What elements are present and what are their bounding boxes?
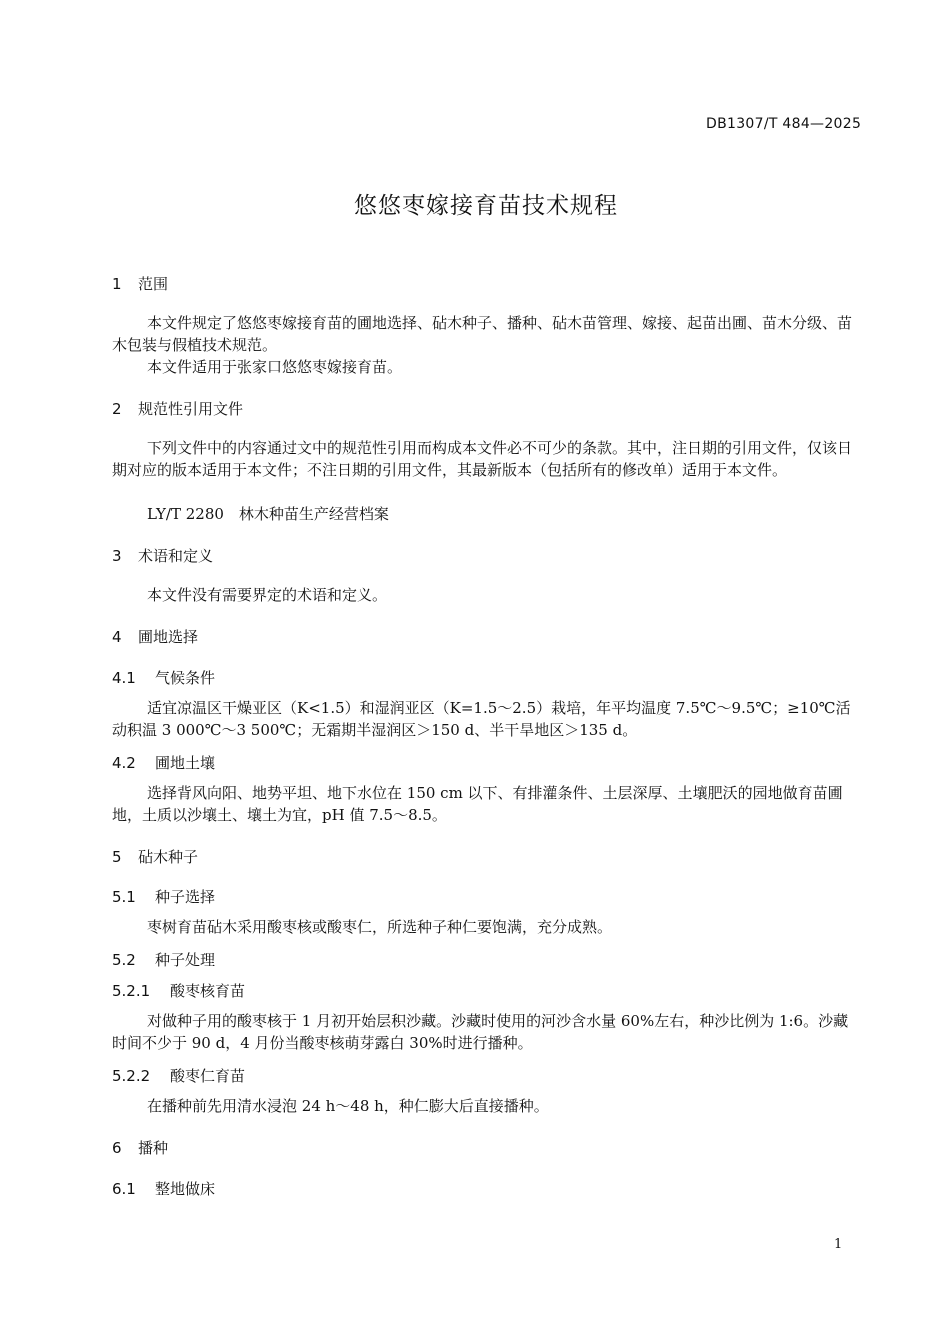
section-number: 6 [112,1139,122,1157]
subsection-title: 种子选择 [155,888,216,906]
subsection-title: 整地做床 [155,1180,216,1198]
paragraph-climate: 适宜凉温区干燥亚区（K<1.5）和湿润亚区（K=1.5～2.5）栽培，年平均温度 7.5℃～9.5℃；≥10℃活动积温 3 000℃～3 500℃；无霜期半湿润区＞150 d、半干旱地区＞135 d。 [112,699,851,739]
section-title: 术语和定义 [138,547,214,565]
section-title: 圃地选择 [138,628,199,646]
section-number: 5 [112,848,122,866]
paragraph-soil: 选择背风向阳、地势平坦、地下水位在 150 cm 以下、有排灌条件、土层深厚、土壤肥沃的园地做育苗圃地，土质以沙壤土、壤土为宜，pH 值 7.5～8.5。 [112,784,843,824]
document-number: DB1307/T 484—2025 [706,116,862,132]
section-title: 规范性引用文件 [138,400,244,418]
subsection-number: 5.1 [112,888,136,906]
section-heading-5 [112,846,198,867]
section-title: 范围 [138,275,169,293]
section-number: 1 [112,275,122,293]
subsection-number: 5.2.1 [112,982,151,1000]
section-heading-4 [112,626,198,647]
subsection-heading-5-2-1 [112,980,245,1001]
subsection-title: 种子处理 [155,951,216,969]
section-title: 砧木种子 [138,848,199,866]
subsection-number: 5.2 [112,951,136,969]
subsection-heading-4-1 [112,667,215,688]
page-title: 悠悠枣嫁接育苗技术规程 [354,193,618,219]
subsection-heading-5-2 [112,949,215,970]
section-heading-6 [112,1137,168,1158]
subsection-title: 酸枣仁育苗 [170,1067,246,1085]
section-number: 2 [112,400,122,418]
section-heading-2 [112,398,243,419]
subsection-title: 酸枣核育苗 [170,982,246,1000]
paragraph-normative-refs: 下列文件中的内容通过文中的规范性引用而构成本文件必不可少的条款。其中，注日期的引用文件，仅该日期对应的版本适用于本文件；不注日期的引用文件，其最新版本（包括所有的修改单）适用于本文件。 [112,439,853,479]
subsection-title: 气候条件 [155,669,216,687]
subsection-heading-5-2-2 [112,1065,245,1086]
subsection-number: 4.1 [112,669,136,687]
subsection-number: 4.2 [112,754,136,772]
section-title: 播种 [138,1139,169,1157]
page-number: 1 [834,1237,843,1252]
subsection-heading-4-2 [112,752,215,773]
paragraph-applicability: 本文件适用于张家口悠悠枣嫁接育苗。 [147,358,403,376]
paragraph-scope: 本文件规定了悠悠枣嫁接育苗的圃地选择、砧木种子、播种、砧木苗管理、嫁接、起苗出圃、苗木分级、苗木包装与假植技术规范。 [112,314,853,354]
paragraph-jujube-kernel: 在播种前先用清水浸泡 24 h～48 h，种仁膨大后直接播种。 [147,1097,549,1115]
subsection-title: 圃地土壤 [155,754,216,772]
subsection-heading-5-1 [112,886,215,907]
reference-item: LY/T 2280 林木种苗生产经营档案 [147,505,389,523]
section-number: 4 [112,628,122,646]
paragraph-jujube-pit: 对做种子用的酸枣核于 1 月初开始层积沙藏。沙藏时使用的河沙含水量 60%左右，种沙比例为 1:6。沙藏时间不少于 90 d，4 月份当酸枣核萌芽露白 30%时进行播种。 [112,1012,849,1052]
subsection-number: 6.1 [112,1180,136,1198]
section-heading-1 [112,273,168,294]
section-heading-3 [112,545,213,566]
subsection-heading-6-1 [112,1178,215,1199]
paragraph-seed-selection: 枣树育苗砧木采用酸枣核或酸枣仁，所选种子种仁要饱满，充分成熟。 [147,918,613,936]
paragraph-terms: 本文件没有需要界定的术语和定义。 [147,586,388,604]
subsection-number: 5.2.2 [112,1067,151,1085]
section-number: 3 [112,547,122,565]
